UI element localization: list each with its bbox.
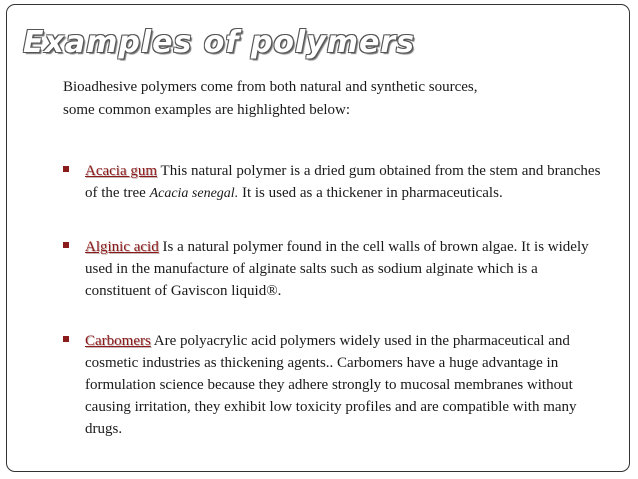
bullet-acacia-gum [63,160,603,205]
slide [6,4,630,472]
bullet-body: Is a natural polymer found in the cell walls of brown algae. It is widely used in the manufacture of alginate salts such as sodium alginate which is a constituent of Gaviscon liquid®. [85,239,589,299]
bullet-body: This natural polymer is a dried gum obtained from the stem and branches of the tree [85,163,601,201]
term-alginic-acid: Alginic acid [85,239,159,255]
square-bullet-icon [63,336,69,342]
term-carbomers: Carbomers [85,333,151,349]
bullet-text [85,160,603,205]
bullet-carbomers [63,330,603,440]
term-acacia-gum: Acacia gum [85,163,158,179]
square-bullet-icon [63,166,69,172]
bullet-text [85,236,603,302]
bullet-text [85,330,603,440]
bullet-body-end: It is used as a thickener in pharmaceuticals. [238,185,503,201]
bullet-body: Are polyacrylic acid polymers widely used in the pharmaceutical and cosmetic industries as thickening agents.. Carbomers have a huge advantage in formulation science because they adhere strongly to mucosal membranes without causing irritation, they exhibit low toxicity profiles and are compatible with many drugs. [85,333,577,437]
bullet-alginic-acid [63,236,603,302]
slide-title: Examples of polymers [23,25,416,60]
square-bullet-icon [63,242,69,248]
scientific-name: Acacia senegal. [149,186,239,201]
intro-line-1: Bioadhesive polymers come from both natural and synthetic sources, [63,79,478,95]
intro-line-2: some common examples are highlighted below: [63,102,351,118]
intro-text [63,76,603,122]
